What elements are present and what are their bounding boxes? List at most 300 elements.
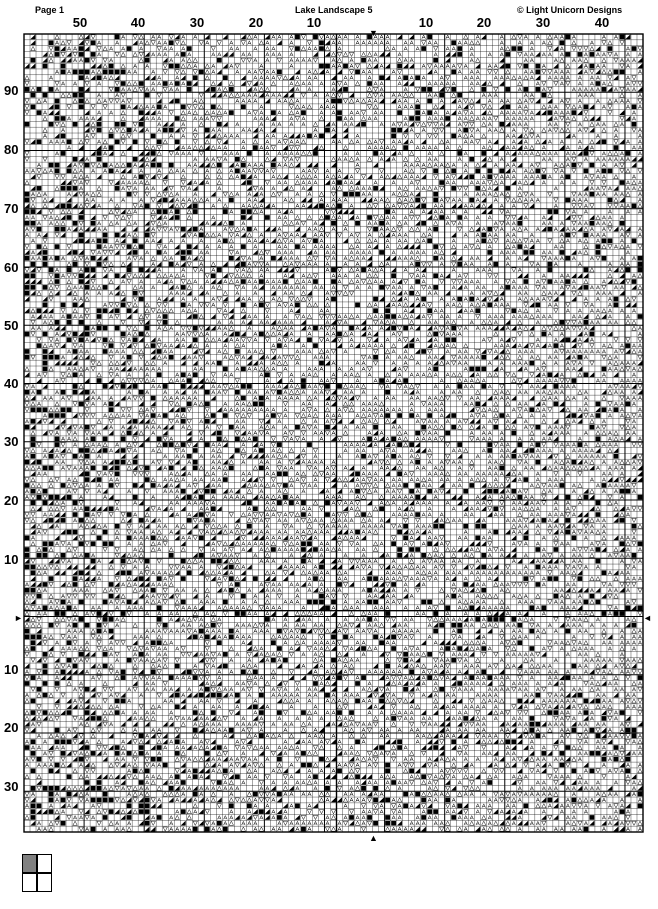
symbol-stitch bbox=[272, 425, 276, 429]
symbol-stitch bbox=[451, 361, 455, 365]
symbol-stitch bbox=[278, 111, 282, 115]
symbol-stitch bbox=[590, 46, 594, 50]
symbol-stitch bbox=[494, 175, 498, 179]
symbol-stitch bbox=[31, 390, 35, 394]
symbol-stitch bbox=[506, 70, 510, 74]
symbol-stitch bbox=[253, 128, 257, 132]
symbol-stitch bbox=[470, 47, 474, 51]
filled-stitch bbox=[331, 99, 336, 104]
symbol-stitch bbox=[193, 402, 197, 406]
symbol-stitch bbox=[151, 268, 155, 272]
symbol-stitch bbox=[440, 64, 444, 68]
symbol-stitch bbox=[103, 105, 107, 109]
symbol-stitch bbox=[265, 250, 269, 254]
symbol-stitch bbox=[530, 239, 534, 243]
symbol-stitch bbox=[79, 373, 83, 377]
symbol-stitch bbox=[506, 210, 510, 214]
symbol-stitch bbox=[266, 93, 270, 97]
symbol-stitch bbox=[67, 279, 71, 283]
symbol-stitch bbox=[187, 443, 191, 447]
symbol-stitch bbox=[392, 93, 396, 97]
symbol-stitch bbox=[415, 134, 419, 138]
symbol-stitch bbox=[121, 99, 125, 103]
symbol-stitch bbox=[518, 117, 522, 121]
symbol-stitch bbox=[620, 192, 624, 196]
symbol-stitch bbox=[578, 105, 582, 109]
symbol-stitch bbox=[476, 117, 480, 121]
symbol-stitch bbox=[638, 350, 642, 354]
symbol-stitch bbox=[500, 460, 504, 464]
symbol-stitch bbox=[572, 443, 576, 447]
filled-stitch bbox=[73, 157, 78, 162]
symbol-stitch bbox=[139, 349, 143, 353]
symbol-stitch bbox=[37, 250, 41, 254]
symbol-stitch bbox=[518, 460, 522, 464]
filled-stitch bbox=[565, 233, 570, 238]
symbol-stitch bbox=[145, 145, 149, 149]
filled-stitch bbox=[25, 256, 30, 261]
symbol-stitch bbox=[169, 297, 173, 301]
symbol-stitch bbox=[326, 93, 330, 97]
symbol-stitch bbox=[494, 320, 498, 324]
symbol-stitch bbox=[355, 233, 359, 237]
symbol-stitch bbox=[85, 35, 89, 39]
symbol-stitch bbox=[91, 64, 95, 68]
symbol-stitch bbox=[253, 466, 257, 470]
filled-stitch bbox=[91, 221, 96, 226]
symbol-stitch bbox=[488, 373, 492, 377]
symbol-stitch bbox=[464, 122, 468, 126]
filled-stitch bbox=[523, 477, 528, 482]
symbol-stitch bbox=[241, 454, 245, 458]
symbol-stitch bbox=[536, 163, 540, 167]
symbol-stitch bbox=[115, 291, 119, 295]
symbol-stitch bbox=[427, 303, 431, 307]
symbol-stitch bbox=[506, 76, 510, 80]
symbol-stitch bbox=[259, 454, 263, 458]
symbol-stitch bbox=[73, 99, 77, 103]
filled-stitch bbox=[271, 256, 276, 261]
filled-stitch bbox=[43, 64, 48, 69]
symbol-stitch bbox=[542, 344, 546, 348]
filled-stitch bbox=[85, 70, 90, 75]
symbol-stitch bbox=[500, 251, 504, 255]
symbol-stitch bbox=[470, 52, 474, 56]
filled-stitch bbox=[259, 402, 264, 407]
symbol-stitch bbox=[260, 192, 264, 196]
symbol-stitch bbox=[464, 326, 468, 330]
symbol-stitch bbox=[139, 320, 143, 324]
symbol-stitch bbox=[409, 151, 413, 155]
symbol-stitch bbox=[25, 151, 29, 155]
filled-stitch bbox=[139, 122, 144, 127]
symbol-stitch bbox=[464, 245, 468, 249]
symbol-stitch bbox=[218, 146, 222, 150]
symbol-stitch bbox=[55, 477, 59, 481]
symbol-stitch bbox=[626, 58, 630, 62]
symbol-stitch bbox=[236, 408, 240, 412]
filled-stitch bbox=[529, 448, 534, 453]
symbol-stitch bbox=[439, 244, 443, 248]
symbol-stitch bbox=[212, 70, 216, 74]
symbol-stitch bbox=[224, 373, 228, 377]
symbol-stitch bbox=[398, 367, 402, 371]
symbol-stitch bbox=[554, 484, 558, 488]
symbol-stitch bbox=[343, 332, 347, 336]
symbol-stitch bbox=[422, 303, 426, 307]
symbol-stitch bbox=[73, 204, 77, 208]
filled-stitch bbox=[79, 104, 84, 109]
symbol-stitch bbox=[248, 472, 252, 476]
symbol-stitch bbox=[121, 186, 125, 190]
symbol-stitch bbox=[512, 221, 516, 225]
symbol-stitch bbox=[422, 239, 426, 243]
filled-stitch bbox=[37, 390, 42, 395]
symbol-stitch bbox=[638, 274, 642, 278]
symbol-stitch bbox=[391, 419, 395, 423]
symbol-stitch bbox=[482, 291, 486, 295]
symbol-stitch bbox=[121, 291, 125, 295]
symbol-stitch bbox=[193, 367, 197, 371]
symbol-stitch bbox=[193, 134, 197, 138]
filled-stitch bbox=[163, 314, 168, 319]
symbol-stitch bbox=[295, 297, 299, 301]
filled-stitch bbox=[481, 233, 486, 238]
symbol-stitch bbox=[488, 105, 492, 109]
symbol-stitch bbox=[536, 297, 540, 301]
symbol-stitch bbox=[332, 431, 336, 435]
symbol-stitch bbox=[260, 146, 264, 150]
symbol-stitch bbox=[121, 169, 125, 173]
symbol-stitch bbox=[482, 35, 486, 39]
symbol-stitch bbox=[638, 198, 642, 202]
symbol-stitch bbox=[422, 274, 426, 278]
symbol-stitch bbox=[451, 99, 455, 103]
symbol-stitch bbox=[554, 454, 558, 458]
symbol-stitch bbox=[43, 134, 47, 138]
filled-stitch bbox=[103, 233, 108, 238]
filled-stitch bbox=[67, 407, 72, 412]
symbol-stitch bbox=[398, 303, 402, 307]
symbol-stitch bbox=[392, 320, 396, 324]
symbol-stitch bbox=[145, 239, 149, 243]
symbol-stitch bbox=[626, 169, 630, 173]
symbol-stitch bbox=[326, 245, 330, 249]
symbol-stitch bbox=[409, 472, 413, 476]
symbol-stitch bbox=[344, 122, 348, 126]
symbol-stitch bbox=[85, 134, 89, 138]
symbol-stitch bbox=[566, 419, 570, 423]
symbol-stitch bbox=[608, 344, 612, 348]
symbol-stitch bbox=[115, 350, 119, 354]
symbol-stitch bbox=[103, 344, 107, 348]
symbol-stitch bbox=[415, 326, 419, 330]
symbol-stitch bbox=[632, 111, 636, 115]
symbol-stitch bbox=[439, 326, 443, 330]
symbol-stitch bbox=[79, 367, 83, 371]
symbol-stitch bbox=[314, 47, 318, 51]
symbol-stitch bbox=[500, 64, 504, 68]
symbol-stitch bbox=[259, 431, 263, 435]
symbol-stitch bbox=[590, 361, 594, 365]
filled-stitch bbox=[79, 46, 84, 51]
symbol-stitch bbox=[344, 262, 348, 266]
filled-stitch bbox=[469, 198, 474, 203]
symbol-stitch bbox=[332, 64, 336, 68]
symbol-stitch bbox=[325, 408, 329, 412]
symbol-stitch bbox=[109, 99, 113, 103]
symbol-stitch bbox=[296, 221, 300, 225]
symbol-stitch bbox=[175, 448, 179, 452]
symbol-stitch bbox=[584, 227, 588, 231]
symbol-stitch bbox=[325, 46, 329, 50]
symbol-stitch bbox=[325, 256, 329, 260]
filled-stitch bbox=[511, 308, 516, 313]
symbol-stitch bbox=[79, 221, 83, 225]
symbol-stitch bbox=[445, 87, 449, 91]
filled-stitch bbox=[457, 93, 462, 98]
symbol-stitch bbox=[626, 297, 630, 301]
symbol-stitch bbox=[470, 76, 474, 80]
symbol-stitch bbox=[500, 361, 504, 365]
symbol-stitch bbox=[638, 326, 642, 330]
filled-stitch bbox=[373, 308, 378, 313]
symbol-stitch bbox=[265, 204, 269, 208]
symbol-stitch bbox=[79, 250, 83, 254]
symbol-stitch bbox=[548, 449, 552, 453]
symbol-stitch bbox=[470, 116, 474, 120]
symbol-stitch bbox=[410, 58, 414, 62]
symbol-stitch bbox=[464, 134, 468, 138]
symbol-stitch bbox=[578, 419, 582, 423]
symbol-stitch bbox=[31, 87, 35, 91]
filled-stitch bbox=[535, 169, 540, 174]
symbol-stitch bbox=[331, 425, 335, 429]
symbol-stitch bbox=[373, 349, 377, 353]
filled-stitch bbox=[121, 70, 126, 75]
symbol-stitch bbox=[175, 344, 179, 348]
symbol-stitch bbox=[626, 349, 630, 353]
symbol-stitch bbox=[73, 315, 77, 319]
symbol-stitch bbox=[512, 361, 516, 365]
symbol-stitch bbox=[379, 437, 383, 441]
symbol-stitch bbox=[266, 140, 270, 144]
symbol-stitch bbox=[590, 175, 594, 179]
symbol-stitch bbox=[632, 419, 636, 423]
symbol-stitch bbox=[464, 105, 468, 109]
symbol-stitch bbox=[410, 210, 414, 214]
symbol-stitch bbox=[151, 76, 155, 80]
filled-stitch bbox=[259, 279, 264, 284]
filled-stitch bbox=[97, 75, 102, 80]
symbol-stitch bbox=[109, 279, 113, 283]
filled-stitch bbox=[187, 378, 192, 383]
symbol-stitch bbox=[500, 472, 504, 476]
symbol-stitch bbox=[578, 70, 582, 74]
symbol-stitch bbox=[290, 117, 294, 121]
symbol-stitch bbox=[284, 99, 288, 103]
symbol-stitch bbox=[25, 477, 29, 481]
symbol-stitch bbox=[296, 361, 300, 365]
symbol-stitch bbox=[608, 157, 612, 161]
symbol-stitch bbox=[91, 117, 95, 121]
symbol-stitch bbox=[175, 396, 179, 400]
symbol-stitch bbox=[265, 87, 269, 91]
symbol-stitch bbox=[361, 483, 365, 487]
symbol-stitch bbox=[524, 419, 528, 423]
symbol-stitch bbox=[524, 303, 528, 307]
filled-stitch bbox=[25, 273, 30, 278]
symbol-stitch bbox=[433, 221, 437, 225]
symbol-stitch bbox=[127, 489, 131, 493]
filled-stitch bbox=[157, 372, 162, 377]
symbol-stitch bbox=[548, 425, 552, 429]
symbol-stitch bbox=[602, 186, 606, 190]
symbol-stitch bbox=[488, 204, 492, 208]
filled-stitch bbox=[61, 186, 66, 191]
symbol-stitch bbox=[428, 472, 432, 476]
symbol-stitch bbox=[404, 233, 408, 237]
symbol-stitch bbox=[103, 250, 107, 254]
symbol-stitch bbox=[91, 413, 95, 417]
symbol-stitch bbox=[139, 256, 143, 260]
symbol-stitch bbox=[266, 151, 270, 155]
symbol-stitch bbox=[139, 483, 143, 487]
symbol-stitch bbox=[169, 472, 173, 476]
symbol-stitch bbox=[301, 472, 305, 476]
symbol-stitch bbox=[43, 309, 47, 313]
symbol-stitch bbox=[379, 262, 383, 266]
symbol-stitch bbox=[566, 472, 570, 476]
symbol-stitch bbox=[73, 82, 77, 86]
symbol-stitch bbox=[578, 221, 582, 225]
symbol-stitch bbox=[560, 256, 564, 260]
symbol-stitch bbox=[229, 233, 233, 237]
symbol-stitch bbox=[427, 454, 431, 458]
symbol-stitch bbox=[157, 355, 161, 359]
symbol-stitch bbox=[367, 105, 371, 109]
symbol-stitch bbox=[181, 361, 185, 365]
symbol-stitch bbox=[49, 216, 53, 220]
filled-stitch bbox=[79, 273, 84, 278]
symbol-stitch bbox=[554, 373, 558, 377]
symbol-stitch bbox=[247, 483, 251, 487]
symbol-stitch bbox=[596, 256, 600, 260]
symbol-stitch bbox=[103, 76, 107, 80]
filled-stitch bbox=[115, 233, 120, 238]
symbol-stitch bbox=[259, 41, 263, 45]
symbol-stitch bbox=[458, 472, 462, 476]
symbol-stitch bbox=[614, 466, 618, 470]
symbol-stitch bbox=[367, 87, 371, 91]
symbol-stitch bbox=[145, 117, 149, 121]
symbol-stitch bbox=[25, 227, 29, 231]
symbol-stitch bbox=[31, 477, 35, 481]
symbol-stitch bbox=[434, 163, 438, 167]
symbol-stitch bbox=[524, 204, 528, 208]
filled-stitch bbox=[85, 390, 90, 395]
symbol-stitch bbox=[608, 87, 612, 91]
symbol-stitch bbox=[458, 350, 462, 354]
symbol-stitch bbox=[458, 105, 462, 109]
symbol-stitch bbox=[392, 204, 396, 208]
symbol-stitch bbox=[385, 198, 389, 202]
symbol-stitch bbox=[266, 315, 270, 319]
symbol-stitch bbox=[392, 332, 396, 336]
symbol-stitch bbox=[367, 443, 371, 447]
symbol-stitch bbox=[278, 419, 282, 423]
symbol-stitch bbox=[458, 274, 462, 278]
symbol-stitch bbox=[193, 58, 197, 62]
symbol-stitch bbox=[542, 87, 546, 91]
symbol-stitch bbox=[542, 297, 546, 301]
symbol-stitch bbox=[242, 419, 246, 423]
symbol-stitch bbox=[416, 274, 420, 278]
symbol-stitch bbox=[506, 303, 510, 307]
symbol-stitch bbox=[415, 244, 419, 248]
symbol-stitch bbox=[127, 460, 131, 464]
symbol-stitch bbox=[199, 384, 203, 388]
filled-stitch bbox=[602, 407, 607, 412]
filled-stitch bbox=[415, 75, 420, 80]
symbol-stitch bbox=[272, 93, 276, 97]
symbol-stitch bbox=[572, 280, 576, 284]
symbol-stitch bbox=[175, 460, 179, 464]
symbol-stitch bbox=[614, 76, 618, 80]
symbol-stitch bbox=[49, 169, 53, 173]
symbol-stitch bbox=[73, 413, 77, 417]
symbol-stitch bbox=[488, 274, 492, 278]
symbol-stitch bbox=[187, 425, 191, 429]
symbol-stitch bbox=[157, 414, 161, 418]
symbol-stitch bbox=[344, 256, 348, 260]
symbol-stitch bbox=[296, 87, 300, 91]
symbol-stitch bbox=[301, 140, 305, 144]
filled-stitch bbox=[638, 268, 643, 273]
symbol-stitch bbox=[506, 146, 510, 150]
symbol-stitch bbox=[524, 117, 528, 121]
filled-stitch bbox=[590, 425, 595, 430]
filled-stitch bbox=[211, 104, 216, 109]
filled-stitch bbox=[433, 256, 438, 261]
symbol-stitch bbox=[193, 384, 197, 388]
symbol-stitch bbox=[290, 122, 294, 126]
symbol-stitch bbox=[193, 443, 197, 447]
symbol-stitch bbox=[572, 355, 576, 359]
filled-stitch bbox=[608, 169, 613, 174]
symbol-stitch bbox=[73, 175, 77, 179]
symbol-stitch bbox=[313, 52, 317, 56]
symbol-stitch bbox=[458, 122, 462, 126]
filled-stitch bbox=[475, 367, 480, 372]
symbol-stitch bbox=[548, 215, 552, 219]
symbol-stitch bbox=[289, 390, 293, 394]
symbol-stitch bbox=[440, 122, 444, 126]
symbol-stitch bbox=[67, 367, 71, 371]
symbol-stitch bbox=[410, 262, 414, 266]
symbol-stitch bbox=[458, 390, 462, 394]
symbol-stitch bbox=[313, 70, 317, 74]
symbol-stitch bbox=[284, 274, 288, 278]
symbol-stitch bbox=[620, 309, 624, 313]
symbol-stitch bbox=[566, 274, 570, 278]
symbol-stitch bbox=[91, 192, 95, 196]
symbol-stitch bbox=[397, 332, 401, 336]
symbol-stitch bbox=[337, 87, 341, 91]
symbol-stitch bbox=[326, 414, 330, 418]
symbol-stitch bbox=[464, 76, 468, 80]
symbol-stitch bbox=[247, 215, 251, 219]
